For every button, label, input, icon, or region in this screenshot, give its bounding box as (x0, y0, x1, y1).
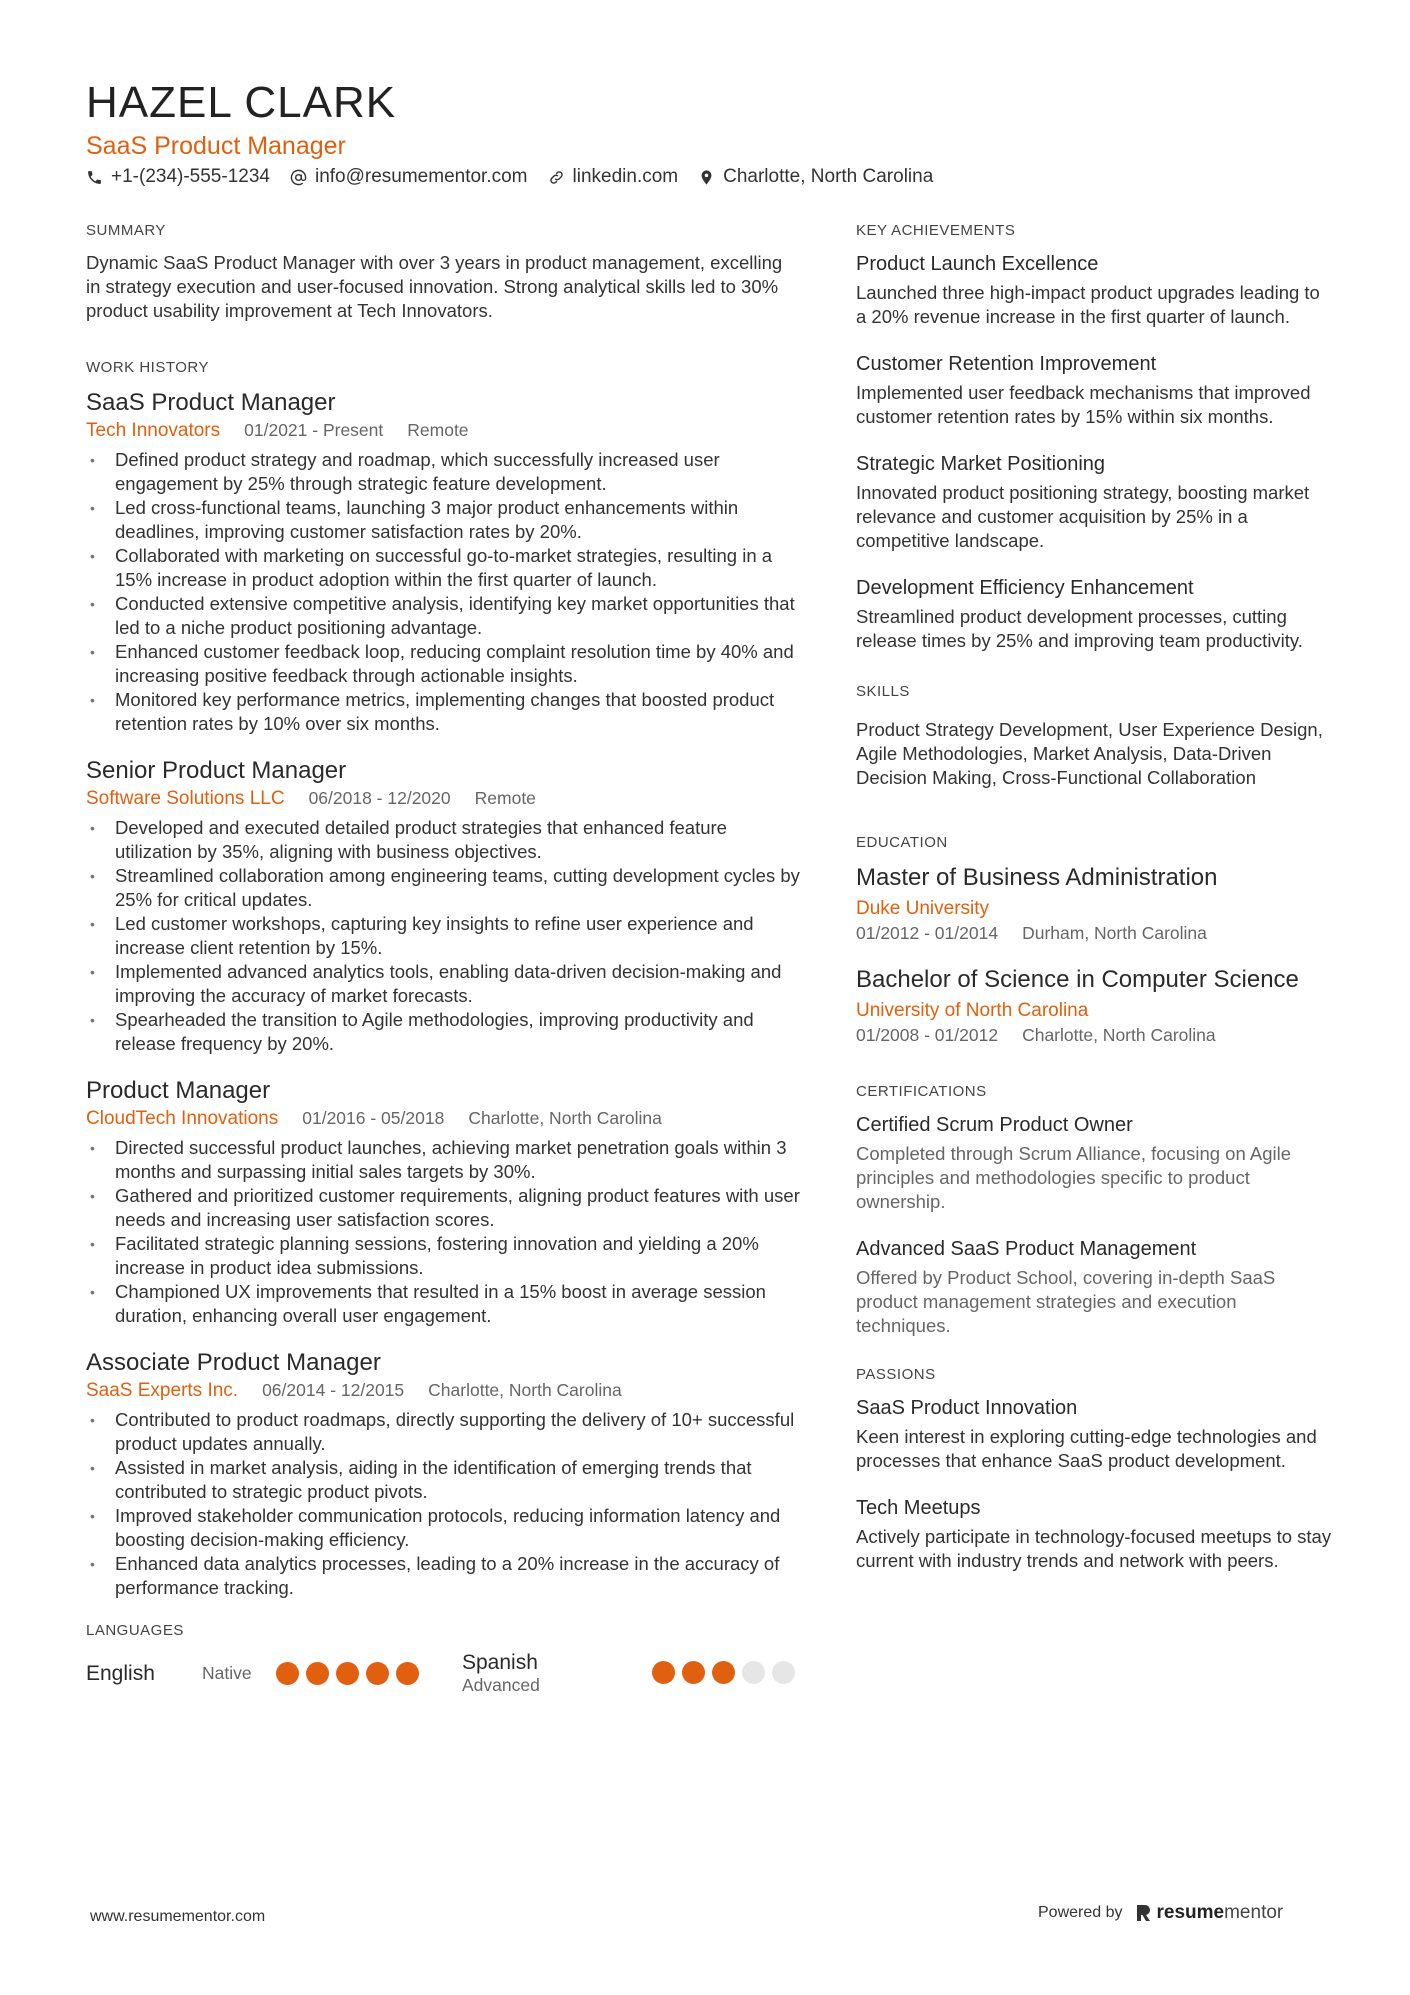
skills-text: Product Strategy Development, User Experience Design, Agile Methodologies, Market Analysis, Data-Driven Decision Making, Cross-Functional Collaboration (856, 719, 1323, 788)
item-title: Certified Scrum Product Owner (856, 1114, 1133, 1136)
job-company: Software Solutions LLC (86, 788, 285, 809)
item-title: SaaS Product Innovation (856, 1397, 1078, 1419)
edu-dates: 01/2008 - 01/2012 (856, 1025, 999, 1045)
job-dates: 01/2016 - 05/2018 (302, 1108, 445, 1128)
job-location: Remote (407, 420, 469, 440)
skills-heading: SKILLS (856, 683, 910, 700)
rating-dot (306, 1662, 329, 1685)
work-history-heading: WORK HISTORY (86, 359, 209, 376)
education-entry (856, 965, 1334, 1047)
job-bullet: • Championed UX improvements that resulted in a 15% boost in average session duration, enhancing overall user engagement. (86, 1280, 800, 1328)
job-meta (86, 1106, 800, 1131)
skills-section (856, 683, 1334, 790)
summary-heading: SUMMARY (86, 222, 166, 239)
footer-branding (1038, 1902, 1283, 1924)
contact-bar (86, 166, 1346, 188)
job-bullet: • Led cross-functional teams, launching 3 major product enhancements within deadlines, improving customer satisfaction rates by 20%. (86, 496, 800, 544)
job-bullet: • Contributed to product roadmaps, directly supporting the delivery of 10+ successful product updates annually. (86, 1408, 800, 1456)
edu-degree: Bachelor of Science in Computer Science (856, 966, 1299, 993)
education-section (856, 834, 1334, 1047)
logo-rest-text: mentor (1224, 1902, 1284, 1923)
job-title: Product Manager (86, 1077, 271, 1104)
phone-icon (86, 169, 103, 186)
powered-by-text: Powered by (1038, 1904, 1123, 1921)
edu-degree: Master of Business Administration (856, 864, 1218, 891)
left-column (86, 222, 800, 1732)
language-level: Advanced (462, 1675, 540, 1695)
resumementor-logo-icon (1135, 1903, 1151, 1923)
item-title: Customer Retention Improvement (856, 353, 1157, 375)
resumementor-logo[interactable] (1135, 1902, 1284, 1924)
item-title: Development Efficiency Enhancement (856, 577, 1194, 599)
item-title: Advanced SaaS Product Management (856, 1238, 1197, 1260)
achievements-section (856, 222, 1334, 653)
passion-list (856, 1395, 1334, 1573)
at-icon (290, 169, 307, 186)
certifications-section (856, 1083, 1334, 1338)
language-row (86, 1651, 800, 1696)
languages-section (86, 1622, 800, 1696)
job-location: Charlotte, North Carolina (468, 1108, 662, 1128)
rating-dot (712, 1661, 735, 1684)
language-level: Native (202, 1663, 252, 1683)
language-name: English (86, 1661, 155, 1685)
certifications-item (856, 1236, 1334, 1338)
rating-dot (742, 1661, 765, 1684)
contact-phone (86, 166, 270, 188)
candidate-name: HAZEL CLARK (86, 78, 397, 127)
edu-dates: 01/2012 - 01/2014 (856, 923, 999, 943)
education-entry (856, 863, 1334, 945)
email-text[interactable]: info@resumementor.com (314, 166, 528, 187)
rating-dot (772, 1661, 795, 1684)
passions-heading: PASSIONS (856, 1366, 936, 1383)
achievements-item (856, 351, 1334, 429)
job-bullets (86, 1136, 800, 1328)
item-title: Strategic Market Positioning (856, 453, 1106, 475)
item-text: Completed through Scrum Alliance, focusing on Agile principles and methodologies specific to product ownership. (856, 1143, 1292, 1212)
job-dates: 06/2014 - 12/2015 (262, 1380, 405, 1400)
achievements-item (856, 575, 1334, 653)
phone-text: +1-(234)-555-1234 (111, 166, 270, 187)
job-bullets (86, 448, 800, 736)
job-location: Remote (474, 788, 536, 808)
job-company: SaaS Experts Inc. (86, 1380, 239, 1401)
right-column (856, 222, 1334, 1609)
job-list (86, 388, 800, 1600)
job-dates: 01/2021 - Present (244, 420, 384, 440)
job-bullet: • Directed successful product launches, achieving market penetration goals within 3 months and surpassing initial sales targets by 30%. (86, 1136, 800, 1184)
job-bullet: • Monitored key performance metrics, implementing changes that boosted product retention rates by 10% over six months. (86, 688, 800, 736)
edu-location: Charlotte, North Carolina (1022, 1025, 1216, 1045)
job-title: SaaS Product Manager (86, 389, 336, 416)
job-bullet: • Spearheaded the transition to Agile methodologies, improving productivity and release frequency by 20%. (86, 1008, 800, 1056)
job-bullets (86, 816, 800, 1056)
job-bullet: • Gathered and prioritized customer requirements, aligning product features with user needs and increasing user satisfaction scores. (86, 1184, 800, 1232)
job-meta (86, 786, 800, 811)
job-entry (86, 1348, 800, 1600)
job-bullet: • Enhanced data analytics processes, leading to a 20% increase in the accuracy of performance tracking. (86, 1552, 800, 1600)
job-bullet: • Enhanced customer feedback loop, reducing complaint resolution time by 40% and increasing positive feedback through actionable insights. (86, 640, 800, 688)
certification-list (856, 1112, 1334, 1338)
item-text: Launched three high-impact product upgrades leading to a 20% revenue increase in the first quarter of launch. (856, 282, 1320, 327)
edu-location: Durham, North Carolina (1022, 923, 1207, 943)
rating-dot (366, 1662, 389, 1685)
job-company: Tech Innovators (86, 420, 221, 441)
rating-dot (276, 1662, 299, 1685)
job-bullets (86, 1408, 800, 1600)
link-icon (548, 169, 565, 186)
passions-section (856, 1366, 1334, 1573)
achievements-item (856, 251, 1334, 329)
location-text: Charlotte, North Carolina (723, 166, 934, 187)
contact-linkedin[interactable] (548, 166, 679, 188)
item-title: Product Launch Excellence (856, 253, 1099, 275)
job-title: Senior Product Manager (86, 757, 347, 784)
rating-dot (652, 1661, 675, 1684)
job-meta (86, 418, 800, 443)
item-text: Streamlined product development processes, cutting release times by 25% and improving team productivity. (856, 606, 1303, 651)
job-company: CloudTech Innovations (86, 1108, 279, 1129)
languages-heading: LANGUAGES (86, 1622, 184, 1639)
rating-dot (336, 1662, 359, 1685)
footer-website[interactable]: www.resumementor.com (90, 1908, 266, 1925)
job-entry (86, 1076, 800, 1328)
summary-section (86, 222, 800, 323)
linkedin-text[interactable]: linkedin.com (572, 166, 679, 187)
job-location: Charlotte, North Carolina (428, 1380, 622, 1400)
job-entry (86, 756, 800, 1056)
language-spanish (462, 1651, 800, 1696)
job-bullet: • Defined product strategy and roadmap, which successfully increased user engagement by 25% through strategic feature development. (86, 448, 800, 496)
job-bullet: • Facilitated strategic planning sessions, fostering innovation and yielding a 20% increase in product idea submissions. (86, 1232, 800, 1280)
language-rating (652, 1661, 795, 1684)
job-bullet: • Developed and executed detailed product strategies that enhanced feature utilization by 35%, aligning with business objectives. (86, 816, 800, 864)
resume-header (86, 78, 1346, 188)
job-bullet: • Streamlined collaboration among engineering teams, cutting development cycles by 25% for critical updates. (86, 864, 800, 912)
achievements-heading: KEY ACHIEVEMENTS (856, 222, 1016, 239)
rating-dot (396, 1662, 419, 1685)
candidate-title: SaaS Product Manager (86, 132, 346, 160)
item-text: Offered by Product School, covering in-depth SaaS product management strategies and execution techniques. (856, 1267, 1276, 1336)
rating-dot (682, 1661, 705, 1684)
summary-text: Dynamic SaaS Product Manager with over 3 years in product management, excelling in strategy execution and user-focused innovation. Strong analytical skills led to 30% product usability improvement at Tech Innovators. (86, 252, 783, 321)
item-text: Keen interest in exploring cutting-edge technologies and processes that enhance SaaS product development. (856, 1426, 1317, 1471)
item-text: Actively participate in technology-focused meetups to stay current with industry trends and network with peers. (856, 1526, 1332, 1571)
language-rating (276, 1662, 419, 1685)
edu-meta (856, 1023, 1334, 1047)
language-english (86, 1662, 446, 1686)
contact-location (698, 166, 933, 188)
logo-bold-text: resume (1156, 1902, 1225, 1923)
job-entry (86, 388, 800, 736)
job-bullet: • Improved stakeholder communication protocols, reducing information latency and boosting decision-making efficiency. (86, 1504, 800, 1552)
education-list (856, 863, 1334, 1047)
job-title: Associate Product Manager (86, 1349, 381, 1376)
item-text: Implemented user feedback mechanisms that improved customer retention rates by 15% within six months. (856, 382, 1311, 427)
edu-meta (856, 921, 1334, 945)
language-name: Spanish (462, 1651, 538, 1674)
certifications-item (856, 1112, 1334, 1214)
contact-email[interactable] (290, 166, 528, 188)
job-meta (86, 1378, 800, 1403)
job-dates: 06/2018 - 12/2020 (308, 788, 451, 808)
job-bullet: • Implemented advanced analytics tools, enabling data-driven decision-making and improving the accuracy of market forecasts. (86, 960, 800, 1008)
job-bullet: • Collaborated with marketing on successful go-to-market strategies, resulting in a 15% increase in product adoption within the first quarter of launch. (86, 544, 800, 592)
edu-school: Duke University (856, 898, 990, 919)
achievements-item (856, 451, 1334, 553)
work-history-section (86, 359, 800, 1600)
job-bullet: • Assisted in market analysis, aiding in the identification of emerging trends that contributed to strategic product pivots. (86, 1456, 800, 1504)
passions-item (856, 1395, 1334, 1473)
certifications-heading: CERTIFICATIONS (856, 1083, 987, 1100)
item-text: Innovated product positioning strategy, boosting market relevance and customer acquisition by 25% in a competitive landscape. (856, 482, 1310, 551)
job-bullet: • Led customer workshops, capturing key insights to refine user experience and increase client retention by 15%. (86, 912, 800, 960)
job-bullet: • Conducted extensive competitive analysis, identifying key market opportunities that led to a niche product positioning advantage. (86, 592, 800, 640)
achievement-list (856, 251, 1334, 653)
item-title: Tech Meetups (856, 1497, 981, 1519)
edu-school: University of North Carolina (856, 1000, 1089, 1021)
education-heading: EDUCATION (856, 834, 948, 851)
passions-item (856, 1495, 1334, 1573)
location-pin-icon (698, 169, 715, 186)
